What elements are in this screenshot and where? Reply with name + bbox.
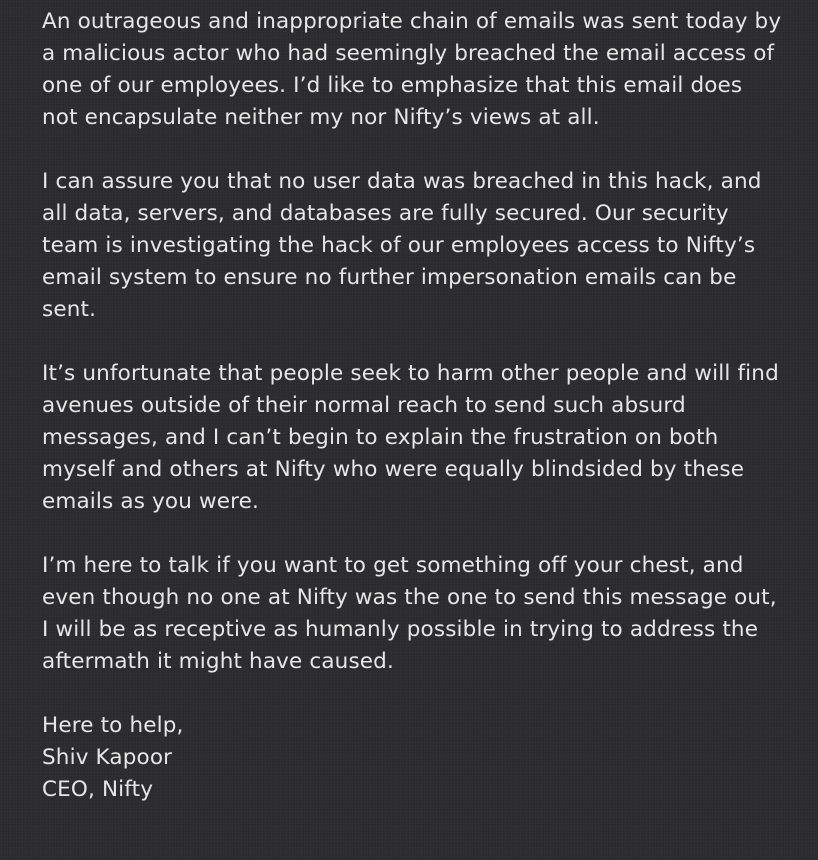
paragraph-security: I can assure you that no user data was breached in this hack, and all data, servers, and databases are fully secured. Our security team is investigating the hack of our employees access to Nifty’s email system to ensure no further impersonation emails can be sent. (42, 169, 762, 322)
signature-block (42, 710, 782, 806)
paragraph-support: I’m here to talk if you want to get something off your chest, and even though no one at Nifty was the one to send this message out, I will be as receptive as humanly possible in trying to address the aftermath it might have caused. (42, 553, 777, 674)
paragraph-frustration: It’s unfortunate that people seek to harm other people and will find avenues outside of their normal reach to send such absurd messages, and I can’t begin to explain the frustration on both myself and others at Nifty who were equally blindsided by these emails as you were. (42, 361, 779, 514)
signature-closing: Here to help, (42, 713, 184, 738)
note-body (42, 6, 782, 806)
signature-title: CEO, Nifty (42, 777, 154, 802)
paragraph-apology: An outrageous and inappropriate chain of emails was sent today by a malicious actor who had seemingly breached the email access of one of our employees. I’d like to emphasize that this email does not encapsulate neither my nor Nifty’s views at all. (42, 9, 782, 130)
signature-name: Shiv Kapoor (42, 745, 173, 770)
